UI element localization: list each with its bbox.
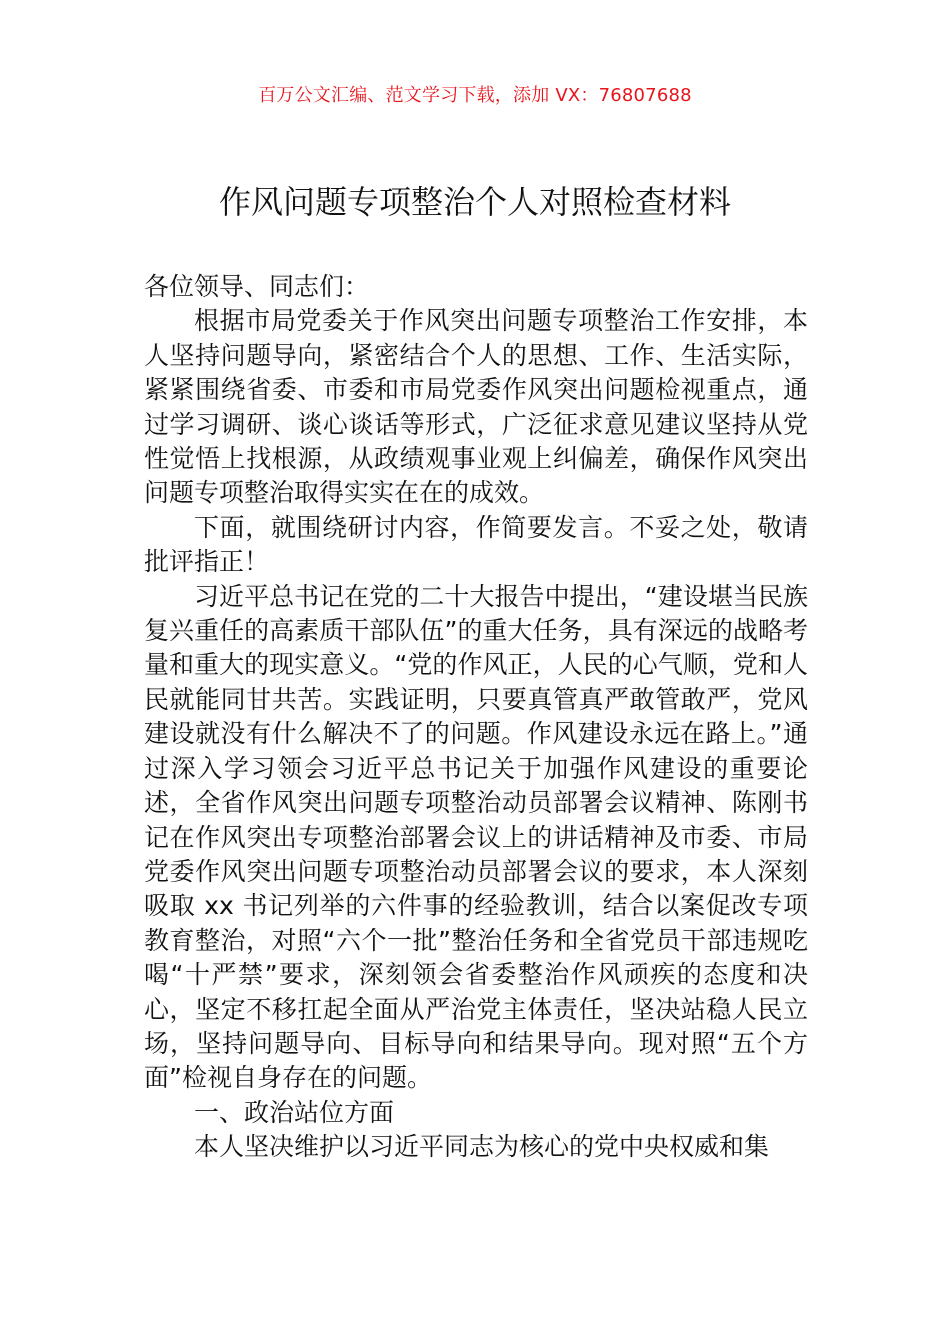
- salutation: 各位领导、同志们：: [144, 272, 370, 301]
- paragraph: 习近平总书记在党的二十大报告中提出，“建设堪当民族复兴重任的高素质干部队伍”的重大任务，具有深远的战略考量和重大的现实意义。“党的作风正，人民的心气顺，党和人民就能同甘共苦。实践证明，只要真管真严敢管敢严，党风建设就没有什么解决不了的问题。作风建设永远在路上。”通过深入学习领会习近平总书记关于加强作风建设的重要论述，全省作风突出问题专项整治动员部署会议精神、陈刚书记在作风突出专项整治部署会议上的讲话精神及市委、市局党委作风突出问题专项整治动员部署会议的要求，本人深刻吸取 xx 书记列举的六件事的经验教训，结合以案促改专项教育整治，对照“六个一批”整治任务和全省党员干部违规吃喝“十严禁”要求，深刻领会省委整治作风顽疾的态度和决心，坚定不移扛起全面从严治党主体责任，坚决站稳人民立场，坚持问题导向、目标导向和结果导向。现对照“五个方面”检视自身存在的问题。: [144, 581, 808, 1093]
- paragraph: 下面，就围绕研讨内容，作简要发言。不妥之处，敬请批评指正！: [144, 512, 808, 577]
- document-title: 作风问题专项整治个人对照检查材料: [218, 183, 731, 221]
- paragraph: 根据市局党委关于作风突出问题专项整治工作安排，本人坚持问题导向，紧密结合个人的思想、工作、生活实际，紧紧围绕省委、市委和市局党委作风突出问题检视重点，通过学习调研、谈心谈话等形式，广泛征求意见建议坚持从党性觉悟上找根源，从政绩观事业观上纠偏差，确保作风突出问题专项整治取得实实在在的成效。: [144, 306, 808, 508]
- section-heading: 一、政治站位方面: [194, 1097, 395, 1127]
- header-note: 百万公文汇编、范文学习下载，添加 VX：76807688: [258, 85, 692, 106]
- document-body: [144, 270, 808, 1165]
- paragraph: 本人坚决维护以习近平同志为核心的党中央权威和集: [194, 1132, 770, 1162]
